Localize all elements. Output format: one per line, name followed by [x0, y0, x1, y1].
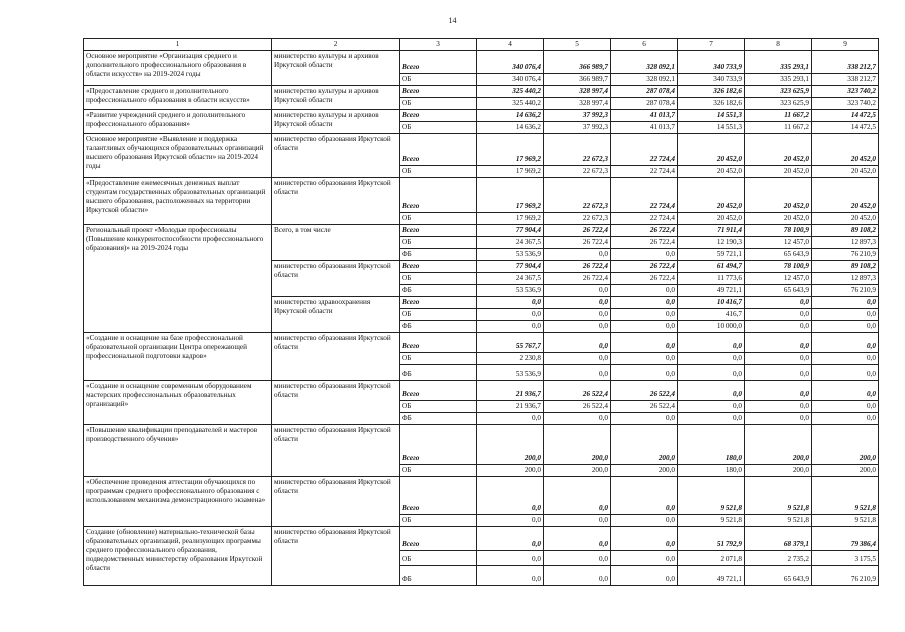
amount-cell: 26 522,4 [544, 401, 611, 413]
amount-cell: 0,0 [678, 353, 745, 365]
activity-name-cell: Региональный проект «Молодые профессионалы (Повышение конкурентоспособности профессионального образования)» на 2019-2024 годы [84, 225, 272, 333]
amount-cell: 366 989,7 [544, 74, 611, 86]
funding-source-cell: ОБ [400, 98, 477, 110]
column-header: 5 [544, 39, 611, 51]
amount-cell: 51 792,9 [678, 527, 745, 551]
amount-cell: 68 379,1 [745, 527, 812, 551]
executor-cell: министерство образования Иркутской области [272, 261, 400, 297]
amount-cell: 26 722,4 [544, 261, 611, 273]
amount-cell: 12 897,3 [812, 237, 879, 249]
amount-cell: 0,0 [611, 515, 678, 527]
amount-cell: 20 452,0 [812, 178, 879, 213]
table-row [84, 178, 879, 213]
column-header: 7 [678, 39, 745, 51]
amount-cell: 0,0 [611, 413, 678, 425]
amount-cell: 0,0 [477, 321, 544, 333]
amount-cell: 0,0 [745, 297, 812, 309]
amount-cell: 0,0 [477, 309, 544, 321]
amount-cell: 9 521,8 [812, 477, 879, 515]
funding-source-cell: ФБ [400, 285, 477, 297]
amount-cell: 10 000,0 [678, 321, 745, 333]
amount-cell: 200,0 [544, 425, 611, 465]
amount-cell: 22 672,3 [544, 178, 611, 213]
amount-cell: 323 740,2 [812, 86, 879, 98]
amount-cell: 0,0 [544, 297, 611, 309]
amount-cell: 26 722,4 [611, 273, 678, 285]
amount-cell: 53 536,9 [477, 285, 544, 297]
funding-source-cell: ОБ [400, 74, 477, 86]
amount-cell: 10 416,7 [678, 297, 745, 309]
amount-cell: 26 722,4 [611, 237, 678, 249]
amount-cell: 26 722,4 [611, 225, 678, 237]
amount-cell: 0,0 [812, 321, 879, 333]
amount-cell: 287 078,4 [611, 98, 678, 110]
amount-cell: 0,0 [812, 333, 879, 353]
executor-cell: министерство образования Иркутской области [272, 425, 400, 477]
amount-cell: 22 724,4 [611, 178, 678, 213]
amount-cell: 26 522,4 [544, 381, 611, 401]
amount-cell: 0,0 [544, 353, 611, 365]
amount-cell: 61 494,7 [678, 261, 745, 273]
amount-cell: 0,0 [678, 333, 745, 353]
funding-source-cell: ОБ [400, 401, 477, 413]
table-row [84, 110, 879, 122]
column-header: 3 [400, 39, 477, 51]
funding-source-cell: Всего [400, 110, 477, 122]
amount-cell: 24 367,5 [477, 273, 544, 285]
amount-cell: 323 625,9 [745, 86, 812, 98]
amount-cell: 200,0 [745, 425, 812, 465]
amount-cell: 37 992,3 [544, 110, 611, 122]
amount-cell: 0,0 [611, 249, 678, 261]
amount-cell: 37 992,3 [544, 122, 611, 134]
amount-cell: 41 013,7 [611, 122, 678, 134]
funding-source-cell: ФБ [400, 321, 477, 333]
amount-cell: 0,0 [611, 477, 678, 515]
amount-cell: 0,0 [477, 566, 544, 586]
executor-cell: министерство здравоохранения Иркутской области [272, 297, 400, 333]
amount-cell: 22 724,4 [611, 213, 678, 225]
amount-cell: 0,0 [812, 297, 879, 309]
funding-source-cell: ФБ [400, 249, 477, 261]
amount-cell: 11 667,2 [745, 110, 812, 122]
table-row [84, 134, 879, 166]
executor-cell: министерство культуры и архивов Иркутской области [272, 51, 400, 86]
page-number: 14 [448, 16, 457, 25]
amount-cell: 9 521,8 [812, 515, 879, 527]
amount-cell: 326 182,6 [678, 98, 745, 110]
amount-cell: 26 522,4 [611, 401, 678, 413]
funding-source-cell: Всего [400, 333, 477, 353]
amount-cell: 26 722,4 [544, 225, 611, 237]
funding-source-cell: Всего [400, 51, 477, 74]
amount-cell: 9 521,8 [678, 477, 745, 515]
amount-cell: 26 522,4 [611, 381, 678, 401]
amount-cell: 12 190,3 [678, 237, 745, 249]
amount-cell: 20 452,0 [745, 213, 812, 225]
amount-cell: 0,0 [812, 365, 879, 381]
executor-cell: Всего, в том числе [272, 225, 400, 261]
amount-cell: 11 667,2 [745, 122, 812, 134]
funding-source-cell: Всего [400, 178, 477, 213]
funding-source-cell: Всего [400, 297, 477, 309]
funding-source-cell: Всего [400, 225, 477, 237]
amount-cell: 0,0 [544, 477, 611, 515]
funding-source-cell: ОБ [400, 237, 477, 249]
executor-cell: министерство культуры и архивов Иркутской области [272, 110, 400, 134]
amount-cell: 49 721,1 [678, 566, 745, 586]
amount-cell: 0,0 [678, 381, 745, 401]
amount-cell: 325 440,2 [477, 98, 544, 110]
amount-cell: 53 536,9 [477, 365, 544, 381]
funding-source-cell: Всего [400, 261, 477, 273]
amount-cell: 0,0 [745, 321, 812, 333]
amount-cell: 12 457,0 [745, 273, 812, 285]
amount-cell: 0,0 [544, 309, 611, 321]
amount-cell: 14 636,2 [477, 110, 544, 122]
amount-cell: 416,7 [678, 309, 745, 321]
amount-cell: 0,0 [812, 309, 879, 321]
funding-source-cell: ФБ [400, 413, 477, 425]
amount-cell: 11 773,6 [678, 273, 745, 285]
amount-cell: 0,0 [477, 551, 544, 566]
column-header: 1 [84, 39, 272, 51]
amount-cell: 200,0 [544, 465, 611, 477]
amount-cell: 0,0 [611, 353, 678, 365]
amount-cell: 89 108,2 [812, 261, 879, 273]
funding-source-cell: Всего [400, 134, 477, 166]
amount-cell: 200,0 [611, 425, 678, 465]
amount-cell: 0,0 [544, 321, 611, 333]
amount-cell: 335 293,1 [745, 74, 812, 86]
funding-source-cell: ОБ [400, 213, 477, 225]
amount-cell: 20 452,0 [812, 166, 879, 178]
amount-cell: 9 521,8 [745, 515, 812, 527]
amount-cell: 22 672,3 [544, 166, 611, 178]
amount-cell: 0,0 [678, 401, 745, 413]
amount-cell: 323 625,9 [745, 98, 812, 110]
executor-cell: министерство образования Иркутской области [272, 134, 400, 178]
activity-name-cell: Создание (обновление) материально-технической базы образовательных организаций, реализующих программы среднего профессионального образования, подведомственных министерству образования Иркутской области [84, 527, 272, 586]
amount-cell: 17 969,2 [477, 213, 544, 225]
amount-cell: 55 767,7 [477, 333, 544, 353]
funding-source-cell: Всего [400, 86, 477, 98]
amount-cell: 0,0 [611, 285, 678, 297]
amount-cell: 0,0 [611, 321, 678, 333]
amount-cell: 9 521,8 [678, 515, 745, 527]
amount-cell: 0,0 [477, 477, 544, 515]
amount-cell: 0,0 [544, 527, 611, 551]
activity-name-cell: «Предоставление среднего и дополнительного профессионального образования в области искусств» [84, 86, 272, 110]
amount-cell: 65 643,9 [745, 285, 812, 297]
amount-cell: 17 969,2 [477, 166, 544, 178]
amount-cell: 78 100,9 [745, 261, 812, 273]
amount-cell: 0,0 [544, 365, 611, 381]
budget-table [83, 38, 879, 586]
amount-cell: 20 452,0 [812, 213, 879, 225]
amount-cell: 20 452,0 [678, 178, 745, 213]
amount-cell: 0,0 [745, 413, 812, 425]
amount-cell: 338 212,7 [812, 74, 879, 86]
table-row [84, 381, 879, 401]
amount-cell: 340 733,9 [678, 51, 745, 74]
executor-cell: министерство образования Иркутской области [272, 381, 400, 425]
amount-cell: 180,0 [678, 465, 745, 477]
amount-cell: 323 740,2 [812, 98, 879, 110]
amount-cell: 340 733,9 [678, 74, 745, 86]
activity-name-cell: «Развитие учреждений среднего и дополнительного профессионального образования» [84, 110, 272, 134]
amount-cell: 65 643,9 [745, 566, 812, 586]
amount-cell: 76 210,9 [812, 249, 879, 261]
amount-cell: 200,0 [477, 425, 544, 465]
amount-cell: 14 551,3 [678, 122, 745, 134]
amount-cell: 0,0 [611, 566, 678, 586]
column-header: 8 [745, 39, 812, 51]
amount-cell: 200,0 [812, 425, 879, 465]
header-row [84, 39, 879, 51]
activity-name-cell: Основное мероприятие «Выявление и поддержка талантливых обучающихся образовательных организаций высшего образования Иркутской области» на 2019-2024 годы [84, 134, 272, 178]
amount-cell: 0,0 [477, 515, 544, 527]
amount-cell: 0,0 [611, 333, 678, 353]
funding-source-cell: Всего [400, 477, 477, 515]
funding-source-cell: ОБ [400, 122, 477, 134]
amount-cell: 0,0 [812, 401, 879, 413]
funding-source-cell: ОБ [400, 465, 477, 477]
amount-cell: 76 210,9 [812, 285, 879, 297]
amount-cell: 71 911,4 [678, 225, 745, 237]
amount-cell: 26 722,4 [544, 237, 611, 249]
activity-name-cell: «Предоставление ежемесячных денежных выплат студентам государственных образовательных организаций высшего образования, расположенных на территории Иркутской области» [84, 178, 272, 225]
table-row [84, 51, 879, 74]
amount-cell: 14 636,2 [477, 122, 544, 134]
funding-source-cell: ФБ [400, 365, 477, 381]
amount-cell: 14 472,5 [812, 110, 879, 122]
column-header: 4 [477, 39, 544, 51]
amount-cell: 0,0 [544, 551, 611, 566]
amount-cell: 79 386,4 [812, 527, 879, 551]
amount-cell: 14 472,5 [812, 122, 879, 134]
amount-cell: 0,0 [611, 551, 678, 566]
amount-cell: 20 452,0 [812, 134, 879, 166]
amount-cell: 0,0 [611, 527, 678, 551]
executor-cell: министерство образования Иркутской области [272, 333, 400, 381]
amount-cell: 328 092,1 [611, 74, 678, 86]
amount-cell: 180,0 [678, 425, 745, 465]
amount-cell: 328 092,1 [611, 51, 678, 74]
table-row [84, 333, 879, 353]
amount-cell: 200,0 [745, 465, 812, 477]
amount-cell: 366 989,7 [544, 51, 611, 74]
funding-source-cell: Всего [400, 425, 477, 465]
amount-cell: 21 936,7 [477, 401, 544, 413]
amount-cell: 2 230,8 [477, 353, 544, 365]
amount-cell: 0,0 [544, 413, 611, 425]
amount-cell: 287 078,4 [611, 86, 678, 98]
funding-source-cell: ОБ [400, 309, 477, 321]
amount-cell: 0,0 [745, 365, 812, 381]
funding-source-cell: ОБ [400, 353, 477, 365]
table-row [84, 86, 879, 98]
funding-source-cell: ОБ [400, 551, 477, 566]
amount-cell: 20 452,0 [745, 166, 812, 178]
table-row [84, 225, 879, 237]
amount-cell: 0,0 [477, 527, 544, 551]
amount-cell: 24 367,5 [477, 237, 544, 249]
executor-cell: министерство культуры и архивов Иркутской области [272, 86, 400, 110]
activity-name-cell: «Создание и оснащение современным оборудованием мастерских профессиональных образовательных организаций» [84, 381, 272, 425]
amount-cell: 0,0 [745, 333, 812, 353]
amount-cell: 325 440,2 [477, 86, 544, 98]
executor-cell: министерство образования Иркутской области [272, 178, 400, 225]
amount-cell: 200,0 [477, 465, 544, 477]
amount-cell: 49 721,1 [678, 285, 745, 297]
amount-cell: 0,0 [477, 413, 544, 425]
amount-cell: 89 108,2 [812, 225, 879, 237]
activity-name-cell: «Обеспечение проведения аттестации обучающихся по программам среднего профессионального образования с использованием механизма демонстрационного экзамена» [84, 477, 272, 527]
column-header: 6 [611, 39, 678, 51]
table-row [84, 527, 879, 551]
amount-cell: 200,0 [611, 465, 678, 477]
column-header: 9 [812, 39, 879, 51]
amount-cell: 14 551,3 [678, 110, 745, 122]
amount-cell: 0,0 [812, 381, 879, 401]
amount-cell: 77 904,4 [477, 225, 544, 237]
amount-cell: 338 212,7 [812, 51, 879, 74]
activity-name-cell: «Создание и оснащение на базе профессиональной образовательной организации Центра опережающей профессиональной подготовки кадров» [84, 333, 272, 381]
amount-cell: 0,0 [544, 333, 611, 353]
amount-cell: 328 997,4 [544, 86, 611, 98]
amount-cell: 17 969,2 [477, 134, 544, 166]
amount-cell: 335 293,1 [745, 51, 812, 74]
amount-cell: 0,0 [544, 249, 611, 261]
table-row [84, 477, 879, 515]
amount-cell: 0,0 [745, 353, 812, 365]
amount-cell: 22 672,3 [544, 134, 611, 166]
amount-cell: 0,0 [745, 309, 812, 321]
table-row [84, 425, 879, 465]
executor-cell: министерство образования Иркутской области [272, 477, 400, 527]
funding-source-cell: ФБ [400, 566, 477, 586]
amount-cell: 78 100,9 [745, 225, 812, 237]
activity-name-cell: Основное мероприятие «Организация среднего и дополнительного профессионального образования в области искусств» на 2019-2024 годы [84, 51, 272, 86]
amount-cell: 0,0 [544, 285, 611, 297]
amount-cell: 26 722,4 [611, 261, 678, 273]
amount-cell: 0,0 [745, 381, 812, 401]
activity-name-cell: «Повышение квалификации преподавателей и мастеров производственного обучения» [84, 425, 272, 477]
amount-cell: 20 452,0 [745, 178, 812, 213]
amount-cell: 9 521,8 [745, 477, 812, 515]
amount-cell: 2 735,2 [745, 551, 812, 566]
amount-cell: 3 175,5 [812, 551, 879, 566]
amount-cell: 0,0 [544, 566, 611, 586]
amount-cell: 0,0 [477, 297, 544, 309]
funding-source-cell: ОБ [400, 515, 477, 527]
amount-cell: 0,0 [745, 401, 812, 413]
amount-cell: 41 013,7 [611, 110, 678, 122]
amount-cell: 12 457,0 [745, 237, 812, 249]
amount-cell: 20 452,0 [678, 213, 745, 225]
executor-cell: министерство образования Иркутской области [272, 527, 400, 586]
amount-cell: 20 452,0 [678, 166, 745, 178]
amount-cell: 77 904,4 [477, 261, 544, 273]
amount-cell: 0,0 [812, 413, 879, 425]
amount-cell: 22 724,4 [611, 166, 678, 178]
amount-cell: 20 452,0 [678, 134, 745, 166]
amount-cell: 20 452,0 [745, 134, 812, 166]
amount-cell: 0,0 [544, 515, 611, 527]
amount-cell: 0,0 [611, 297, 678, 309]
amount-cell: 200,0 [812, 465, 879, 477]
amount-cell: 26 722,4 [544, 273, 611, 285]
amount-cell: 0,0 [812, 353, 879, 365]
amount-cell: 0,0 [611, 365, 678, 381]
amount-cell: 340 076,4 [477, 74, 544, 86]
column-header: 2 [272, 39, 400, 51]
funding-source-cell: Всего [400, 381, 477, 401]
amount-cell: 17 969,2 [477, 178, 544, 213]
amount-cell: 12 897,3 [812, 273, 879, 285]
amount-cell: 0,0 [678, 413, 745, 425]
amount-cell: 21 936,7 [477, 381, 544, 401]
amount-cell: 22 672,3 [544, 213, 611, 225]
amount-cell: 0,0 [678, 365, 745, 381]
funding-source-cell: ОБ [400, 166, 477, 178]
amount-cell: 22 724,4 [611, 134, 678, 166]
amount-cell: 65 643,9 [745, 249, 812, 261]
amount-cell: 0,0 [611, 309, 678, 321]
amount-cell: 340 076,4 [477, 51, 544, 74]
funding-source-cell: ОБ [400, 273, 477, 285]
funding-source-cell: Всего [400, 527, 477, 551]
amount-cell: 2 071,8 [678, 551, 745, 566]
amount-cell: 76 210,9 [812, 566, 879, 586]
amount-cell: 59 721,1 [678, 249, 745, 261]
amount-cell: 326 182,6 [678, 86, 745, 98]
amount-cell: 53 536,9 [477, 249, 544, 261]
amount-cell: 328 997,4 [544, 98, 611, 110]
